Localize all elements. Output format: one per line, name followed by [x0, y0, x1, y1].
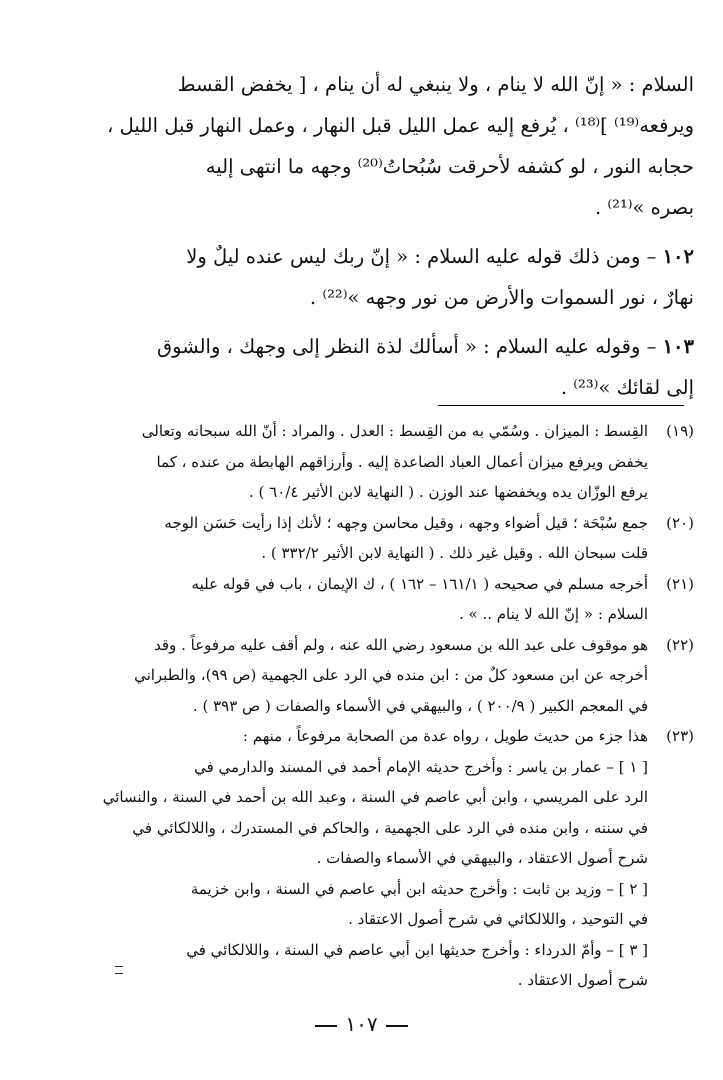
- footnote-line: الرد على المريسي ، وابن أبي عاصم في السنة ، وعبد الله بن أحمد في السنة ، والنسائي: [102, 788, 648, 806]
- text-line: – وقوله عليه السلام : « أسألك لذة النظر إلى وجهك ، والشوق: [157, 335, 663, 358]
- text-line: حجابه النور ، لو كشفه لأحرقت سُبُحاتُ⁽²⁰⁾ وجهه ما انتهى إليه: [205, 155, 694, 178]
- footnotes: [60, 416, 694, 996]
- footnote-19: [60, 416, 694, 508]
- paragraph-103: [58, 326, 694, 408]
- footnote-line: يخفض ويرفع ميزان أعمال العباد الصاعدة إليه . وأرزاقهم الهابطة من عنده ، كما: [156, 452, 648, 471]
- footnote-22: [60, 630, 694, 722]
- footnote-line: جمع سُبْحَة ؛ قيل أضواء وجهه ، وقيل محاسن وجهه ؛ لأنك إذا رأيت حَسَن الوجه: [164, 513, 648, 532]
- paragraph-number: ١٠٢: [662, 245, 694, 268]
- paragraph-101-continuation: [58, 64, 694, 228]
- page-number: [0, 1012, 723, 1036]
- footnote-line: السلام : « إنّ الله لا ينام .. » .: [458, 605, 648, 623]
- footnote-text: [60, 508, 648, 569]
- footnote-number: (٢١): [666, 574, 694, 593]
- text-line: إلى لقائك »⁽²³⁾ .: [560, 376, 694, 399]
- text-line: – ومن ذلك قوله عليه السلام : « إنّ ربك ليس عنده ليلٌ ولا: [186, 245, 663, 268]
- footnote-number: (٢٢): [666, 635, 694, 654]
- footnote-separator: [438, 405, 684, 406]
- printer-mark: [115, 966, 123, 974]
- footnote-line: هذا جزء من حديث طويل ، رواه عدة من الصحابة مرفوعاً ، منهم :: [242, 727, 648, 745]
- footnote-text: [60, 630, 648, 722]
- text-line: نهارٌ ، نور السموات والأرض من نور وجهه »⁽²²⁾ .: [309, 286, 694, 309]
- footnote-line: في التوحيد ، واللالكائي في شرح أصول الاعتقاد .: [348, 910, 648, 928]
- footnote-line: أخرجه مسلم في صحيحه ( ١٦١/١ – ١٦٢ ) ، ك الإيمان ، باب في قوله عليه: [191, 574, 648, 593]
- footnote-line: قلت سبحان الله . وقيل غير ذلك . ( النهاية لابن الأثير ٣٣٢/٢ ) .: [261, 544, 648, 562]
- footnote-line: [ ٢ ] – وزيد بن ثابت : وأخرج حديثه ابن أبي عاصم في السنة ، وابن خزيمة: [190, 879, 648, 898]
- page-number-value: ١٠٧: [345, 1012, 378, 1036]
- footnote-line: شرح أصول الاعتقاد .: [517, 971, 648, 989]
- footnote-line: يرفع الوزّان يده ويخفضها عند الوزن . ( النهاية لابن الأثير ٦٠/٤ ) .: [249, 483, 648, 501]
- footnote-line: شرح أصول الاعتقاد ، والبيهقي في الأسماء والصفات .: [316, 849, 648, 867]
- text-line: السلام : « إنّ الله لا ينام ، ولا ينبغي له أن ينام ، [ يخفض القسط: [177, 73, 694, 96]
- footnote-text: [60, 416, 648, 508]
- footnote-text: [60, 721, 648, 996]
- footnote-text: [60, 569, 648, 630]
- paragraph-number: ١٠٣: [662, 335, 694, 358]
- footnote-line: [ ٣ ] – وأمّ الدرداء : وأخرج حديثها ابن أبي عاصم في السنة ، واللالكائي في: [186, 940, 648, 959]
- footnote-21: [60, 569, 694, 630]
- footnote-23: [60, 721, 694, 996]
- footnote-line: أخرجه عن ابن مسعود كلٌ من : ابن منده في الرد على الجهمية (ص ٩٩)، والطبراني: [134, 666, 648, 684]
- footnote-line: في سننه ، وابن منده في الرد على الجهمية ، والحاكم في المستدرك ، واللالكائي في: [132, 818, 648, 837]
- footnote-20: [60, 508, 694, 569]
- footnote-number: (٢٠): [666, 513, 694, 532]
- footnote-number: (١٩): [666, 422, 694, 440]
- footnote-line: في المعجم الكبير ( ٢٠٠/٩ ) ، والبيهقي في الأسماء والصفات ( ص ٣٩٣ ) .: [192, 696, 648, 715]
- main-text: [58, 64, 694, 408]
- footnote-line: هو موقوف على عبد الله بن مسعود رضي الله عنه ، ولم أقف عليه مرفوعاً . وقد: [154, 635, 648, 654]
- footnote-line: [ ١ ] – عمار بن ياسر : وأخرج حديثه الإمام أحمد في المسند والدارمي في: [194, 757, 648, 776]
- paragraph-102: [58, 236, 694, 318]
- footnote-line: القِسط : الميزان . وسُمّي به من القِسط : العدل . والمراد : أنّ الله سبحانه وتعالى: [141, 422, 648, 440]
- folio-dash: [386, 1025, 408, 1027]
- footnote-number: (٢٣): [666, 727, 694, 745]
- text-line: ويرفعه⁽¹⁹⁾ ]⁽¹⁸⁾ ، يُرفع إليه عمل الليل قبل النهار ، وعمل النهار قبل الليل ،: [107, 114, 694, 137]
- folio-dash: [315, 1025, 337, 1027]
- text-line: بصره »⁽²¹⁾ .: [594, 196, 694, 219]
